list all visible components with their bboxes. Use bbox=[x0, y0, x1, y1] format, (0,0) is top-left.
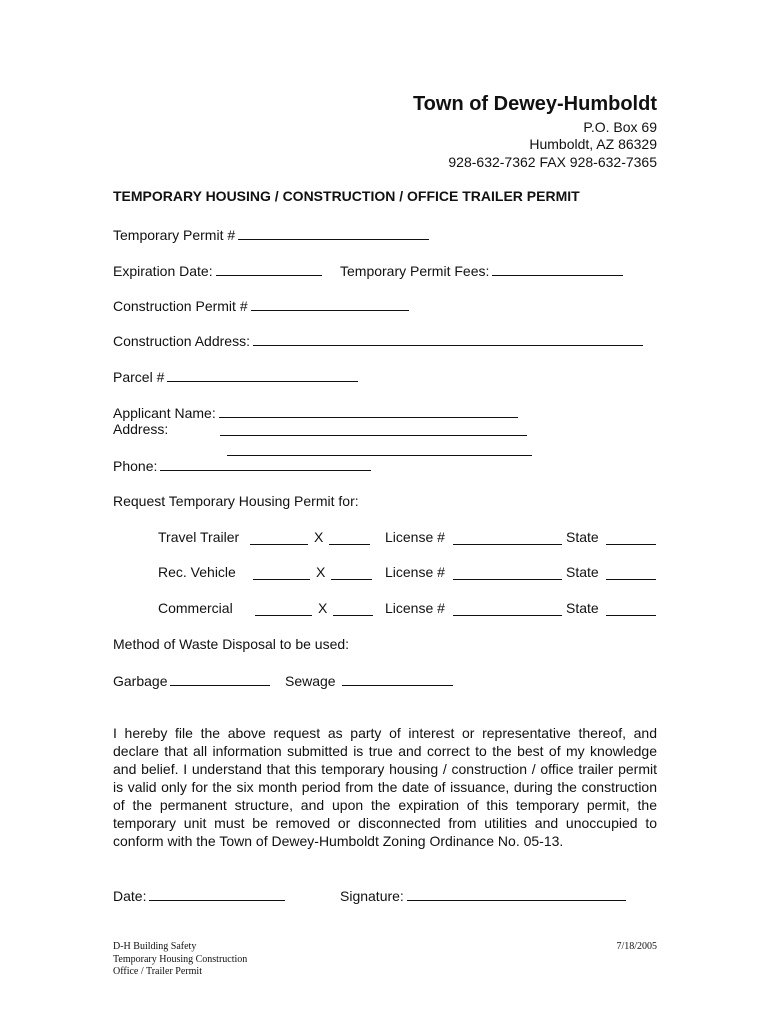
phone-row bbox=[113, 457, 374, 474]
signature-row bbox=[340, 887, 629, 904]
phone-label: Phone: bbox=[113, 458, 158, 474]
license-field[interactable] bbox=[453, 602, 562, 616]
state-label: State bbox=[566, 564, 599, 580]
vehicle-x-field[interactable] bbox=[329, 531, 370, 545]
footer-line3: Office / Trailer Permit bbox=[113, 966, 202, 977]
applicant-name-label: Applicant Name: bbox=[113, 405, 216, 421]
po-box: P.O. Box 69 bbox=[583, 119, 657, 135]
construction-permit-row bbox=[113, 297, 412, 314]
expiration-date-label: Expiration Date: bbox=[113, 263, 213, 279]
waste-label: Method of Waste Disposal to be used: bbox=[113, 636, 350, 652]
construction-address-field[interactable] bbox=[253, 332, 643, 346]
sewage-field[interactable] bbox=[342, 672, 453, 686]
vehicle-x: X bbox=[314, 529, 324, 545]
vehicle-qty-field[interactable] bbox=[253, 566, 310, 580]
parcel-row bbox=[113, 368, 361, 385]
footer-date: 7/18/2005 bbox=[616, 941, 657, 952]
vehicle-x: X bbox=[316, 564, 326, 580]
footer-line2: Temporary Housing Construction bbox=[113, 953, 248, 965]
address-field-line2[interactable] bbox=[227, 455, 532, 456]
state-field[interactable] bbox=[606, 531, 656, 545]
license-label: License # bbox=[385, 600, 445, 616]
construction-permit-label: Construction Permit # bbox=[113, 298, 248, 314]
construction-address-row bbox=[113, 332, 646, 349]
request-label: Request Temporary Housing Permit for: bbox=[113, 493, 359, 509]
permit-fees-field[interactable] bbox=[492, 262, 623, 276]
temp-permit-field[interactable] bbox=[238, 226, 429, 240]
temp-permit-row bbox=[113, 226, 432, 243]
vehicle-row-travel-trailer bbox=[158, 529, 658, 547]
vehicle-qty-field[interactable] bbox=[250, 531, 308, 545]
garbage-field[interactable] bbox=[170, 672, 270, 686]
date-field[interactable] bbox=[149, 887, 285, 901]
permit-fees-label: Temporary Permit Fees: bbox=[340, 263, 490, 279]
state-field[interactable] bbox=[606, 602, 656, 616]
date-row bbox=[113, 887, 288, 904]
license-label: License # bbox=[385, 564, 445, 580]
construction-permit-field[interactable] bbox=[251, 297, 409, 311]
address-field-line1[interactable] bbox=[220, 435, 527, 436]
applicant-name-field[interactable] bbox=[219, 404, 518, 418]
vehicle-type: Travel Trailer bbox=[158, 529, 240, 545]
sewage-row bbox=[285, 672, 456, 689]
vehicle-row-commercial bbox=[158, 600, 658, 618]
parcel-field[interactable] bbox=[167, 368, 358, 382]
garbage-row bbox=[113, 672, 273, 689]
state-label: State bbox=[566, 600, 599, 616]
vehicle-row-rec-vehicle bbox=[158, 564, 658, 582]
signature-label: Signature: bbox=[340, 888, 404, 904]
vehicle-qty-field[interactable] bbox=[255, 602, 312, 616]
vehicle-type: Commercial bbox=[158, 600, 233, 616]
parcel-label: Parcel # bbox=[113, 369, 165, 385]
signature-field[interactable] bbox=[407, 887, 626, 901]
footer-left bbox=[113, 941, 247, 979]
town-name: Town of Dewey-Humboldt bbox=[412, 93, 657, 115]
footer-line1: D-H Building Safety bbox=[113, 941, 197, 952]
expiration-row bbox=[113, 262, 325, 279]
license-field[interactable] bbox=[453, 531, 562, 545]
city-state-zip: Humboldt, AZ 86329 bbox=[529, 136, 657, 152]
construction-address-label: Construction Address: bbox=[113, 333, 250, 349]
vehicle-x-field[interactable] bbox=[333, 602, 373, 616]
temp-permit-label: Temporary Permit # bbox=[113, 227, 236, 243]
state-field[interactable] bbox=[606, 566, 656, 580]
garbage-label: Garbage bbox=[113, 673, 168, 689]
fees-row bbox=[340, 262, 626, 279]
applicant-name-row bbox=[113, 404, 521, 421]
address-label: Address: bbox=[113, 421, 169, 437]
vehicle-type: Rec. Vehicle bbox=[158, 564, 236, 580]
declaration-text: I hereby file the above request as party of interest or representative thereof, and declare that all information submitted is true and correct to the best of my knowledge and belief. I understand that this temporary housing / construction / office trailer permit is valid only for the six month period from the date of issuance, during the construction of the permanent structure, and upon the expiration of this temporary permit, the temporary unit must be removed or disconnected from utilities and unoccupied to conform with the Town of Dewey-Humboldt Zoning Ordinance No. 05-13. bbox=[113, 725, 657, 849]
state-label: State bbox=[566, 529, 599, 545]
license-label: License # bbox=[385, 529, 445, 545]
vehicle-x-field[interactable] bbox=[331, 566, 372, 580]
expiration-date-field[interactable] bbox=[216, 262, 322, 276]
sewage-label: Sewage bbox=[285, 673, 336, 689]
vehicle-x: X bbox=[318, 600, 328, 616]
license-field[interactable] bbox=[453, 566, 562, 580]
phone-fax: 928-632-7362 FAX 928-632-7365 bbox=[448, 154, 657, 170]
phone-field[interactable] bbox=[160, 457, 371, 471]
date-label: Date: bbox=[113, 888, 147, 904]
form-title: TEMPORARY HOUSING / CONSTRUCTION / OFFICE TRAILER PERMIT bbox=[113, 188, 580, 204]
